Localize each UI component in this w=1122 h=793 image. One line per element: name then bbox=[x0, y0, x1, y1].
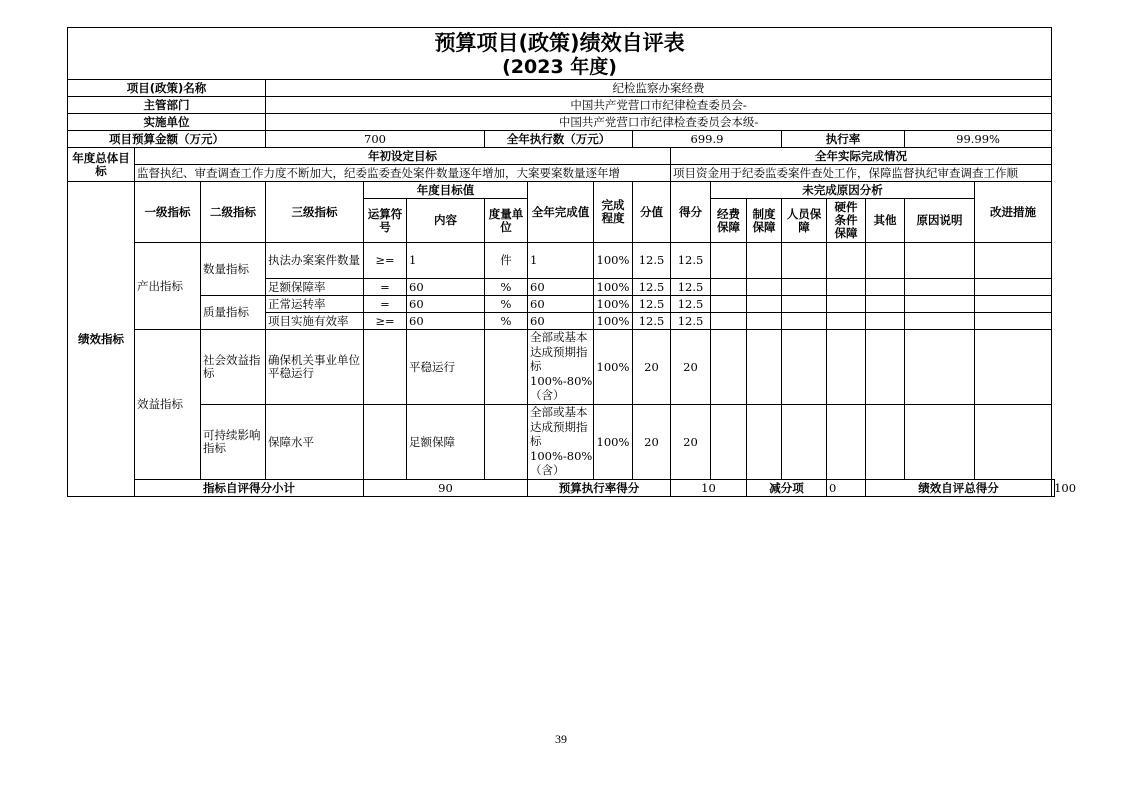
indicator-completion: 100% bbox=[594, 243, 633, 279]
exec-label: 全年执行数（万元） bbox=[485, 131, 633, 148]
header-reason-explain: 原因说明 bbox=[905, 199, 975, 243]
indicator-unit: % bbox=[485, 279, 528, 296]
indicator-completion: 100% bbox=[594, 313, 633, 330]
budget-score-label: 预算执行率得分 bbox=[528, 480, 671, 497]
actual-goal-header: 全年实际完成情况 bbox=[671, 148, 1052, 165]
indicator-completion: 100% bbox=[594, 296, 633, 313]
indicator-operator: = bbox=[364, 296, 407, 313]
header-level3: 三级指标 bbox=[266, 182, 364, 243]
level2-quantity: 数量指标 bbox=[201, 243, 266, 296]
indicator-name: 确保机关事业单位平稳运行 bbox=[266, 330, 364, 405]
header-reason-other: 其他 bbox=[866, 199, 905, 243]
indicator-name: 正常运转率 bbox=[266, 296, 364, 313]
indicator-score: 12.5 bbox=[671, 296, 711, 313]
indicator-unit bbox=[485, 405, 528, 480]
project-name-value: 纪检监察办案经费 bbox=[266, 80, 1052, 97]
indicator-operator bbox=[364, 330, 407, 405]
indicator-name: 保障水平 bbox=[266, 405, 364, 480]
indicator-unit: 件 bbox=[485, 243, 528, 279]
header-target: 年度目标值 bbox=[364, 182, 528, 199]
indicator-actual: 60 bbox=[528, 296, 594, 313]
unit-value: 中国共产党营口市纪律检查委员会本级- bbox=[266, 114, 1052, 131]
header-level2: 二级指标 bbox=[201, 182, 266, 243]
header-level1: 一级指标 bbox=[135, 182, 201, 243]
indicator-operator: ≥= bbox=[364, 313, 407, 330]
title-cell bbox=[68, 28, 1052, 80]
indicator-row bbox=[68, 330, 1055, 405]
level1-output: 产出指标 bbox=[135, 243, 201, 330]
budget-value: 700 bbox=[266, 131, 485, 148]
page-title: 预算项目(政策)绩效自评表 bbox=[434, 30, 685, 55]
header-reasons: 未完成原因分析 bbox=[711, 182, 975, 199]
plan-goal-header: 年初设定目标 bbox=[135, 148, 671, 165]
page-number: 39 bbox=[555, 732, 567, 746]
header-improve: 改进措施 bbox=[975, 182, 1052, 243]
indicator-actual: 全部或基本达成预期指标100%-80%（含） bbox=[530, 405, 593, 477]
header-unit: 度量单位 bbox=[485, 199, 528, 243]
indicator-operator: = bbox=[364, 279, 407, 296]
indicator-score-value: 12.5 bbox=[633, 279, 671, 296]
indicator-unit bbox=[485, 330, 528, 405]
rate-value: 99.99% bbox=[905, 131, 1052, 148]
indicator-operator bbox=[364, 405, 407, 480]
exec-value: 699.9 bbox=[633, 131, 782, 148]
indicator-operator: ≥= bbox=[364, 243, 407, 279]
annual-goal-label: 年度总体目标 bbox=[68, 148, 135, 182]
perf-indicator-label: 绩效指标 bbox=[68, 182, 135, 497]
header-content: 内容 bbox=[407, 199, 485, 243]
indicator-score: 20 bbox=[671, 330, 711, 405]
indicator-content: 60 bbox=[407, 296, 485, 313]
indicator-content: 平稳运行 bbox=[407, 330, 485, 405]
level2-social: 社会效益指标 bbox=[201, 330, 266, 405]
total-value: 100 bbox=[1052, 480, 1055, 497]
header-reason-system: 制度保障 bbox=[747, 199, 782, 243]
level1-benefit: 效益指标 bbox=[135, 330, 201, 480]
plan-goal-text: 监督执纪、审查调查工作力度不断加大，纪委监委查处案件数量逐年增加，大案要案数量逐年增 bbox=[135, 165, 671, 182]
deduct-value: 0 bbox=[827, 480, 866, 497]
level2-sustain: 可持续影响指标 bbox=[201, 405, 266, 480]
indicator-unit: % bbox=[485, 296, 528, 313]
indicator-actual-cell bbox=[528, 330, 594, 405]
dept-value: 中国共产党营口市纪律检查委员会- bbox=[266, 97, 1052, 114]
indicator-name: 项目实施有效率 bbox=[266, 313, 364, 330]
indicator-score-value: 20 bbox=[633, 405, 671, 480]
rate-label: 执行率 bbox=[782, 131, 905, 148]
header-actual: 全年完成值 bbox=[528, 182, 594, 243]
deduct-label: 减分项 bbox=[747, 480, 827, 497]
indicator-row bbox=[68, 405, 1055, 480]
indicator-name: 执法办案案件数量 bbox=[266, 243, 364, 279]
page-year: (2023 年度) bbox=[502, 55, 617, 78]
header-reason-hardware: 硬件条件保障 bbox=[827, 199, 866, 243]
header-score-value: 分值 bbox=[633, 182, 671, 243]
header-reason-staff: 人员保障 bbox=[782, 199, 827, 243]
indicator-unit: % bbox=[485, 313, 528, 330]
indicator-completion: 100% bbox=[594, 330, 633, 405]
dept-label: 主管部门 bbox=[68, 97, 266, 114]
header-reason-funding: 经费保障 bbox=[711, 199, 747, 243]
indicator-score-value: 12.5 bbox=[633, 243, 671, 279]
indicator-completion: 100% bbox=[594, 405, 633, 480]
indicator-actual: 全部或基本达成预期指标100%-80%（含） bbox=[530, 330, 593, 402]
unit-label: 实施单位 bbox=[68, 114, 266, 131]
indicator-actual-cell bbox=[528, 405, 594, 480]
indicator-actual: 1 bbox=[528, 243, 594, 279]
indicator-row bbox=[68, 296, 1055, 313]
indicator-content: 1 bbox=[407, 243, 485, 279]
self-evaluation-table bbox=[67, 27, 1077, 497]
indicator-score: 12.5 bbox=[671, 243, 711, 279]
total-label: 绩效自评总得分 bbox=[866, 480, 1052, 497]
budget-label: 项目预算金额（万元） bbox=[68, 131, 266, 148]
indicator-score: 12.5 bbox=[671, 279, 711, 296]
indicator-score-value: 20 bbox=[633, 330, 671, 405]
budget-score-value: 10 bbox=[671, 480, 747, 497]
indicator-name: 足额保障率 bbox=[266, 279, 364, 296]
indicator-score-value: 12.5 bbox=[633, 296, 671, 313]
indicator-score-value: 12.5 bbox=[633, 313, 671, 330]
subtotal-value: 90 bbox=[364, 480, 528, 497]
indicator-content: 60 bbox=[407, 313, 485, 330]
indicator-completion: 100% bbox=[594, 279, 633, 296]
level2-quality: 质量指标 bbox=[201, 296, 266, 330]
header-completion: 完成程度 bbox=[594, 182, 633, 243]
indicator-content: 足额保障 bbox=[407, 405, 485, 480]
subtotal-label: 指标自评得分小计 bbox=[135, 480, 364, 497]
header-score: 得分 bbox=[671, 182, 711, 243]
indicator-score: 20 bbox=[671, 405, 711, 480]
header-operator: 运算符号 bbox=[364, 199, 407, 243]
indicator-row bbox=[68, 243, 1055, 279]
actual-goal-text: 项目资金用于纪委监委案件查处工作，保障监督执纪审查调查工作顺 bbox=[671, 165, 1052, 182]
indicator-score: 12.5 bbox=[671, 313, 711, 330]
indicator-content: 60 bbox=[407, 279, 485, 296]
project-name-label: 项目(政策)名称 bbox=[68, 80, 266, 97]
indicator-actual: 60 bbox=[528, 279, 594, 296]
indicator-actual: 60 bbox=[528, 313, 594, 330]
